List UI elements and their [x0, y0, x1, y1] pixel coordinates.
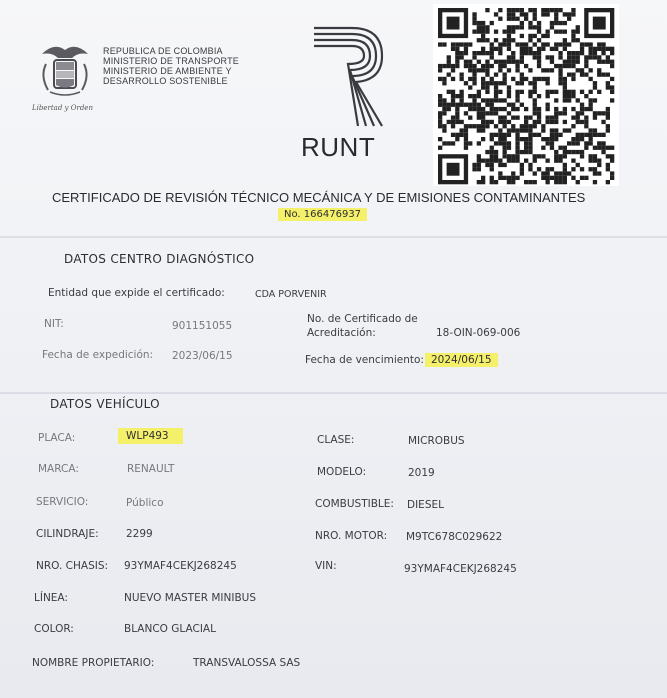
modelo-value: 2019	[408, 467, 435, 479]
vin-value: 93YMAF4CEKJ268245	[404, 563, 517, 575]
placa-label: PLACA:	[38, 432, 76, 444]
acreditacion-label: No. de Certificado de	[307, 313, 418, 325]
chasis-value: 93YMAF4CEKJ268245	[124, 560, 237, 572]
section-heading-centro: DATOS CENTRO DIAGNÓSTICO	[64, 252, 255, 266]
gov-line: MINISTERIO DE AMBIENTE Y	[103, 66, 232, 76]
combustible-value: DIESEL	[407, 499, 444, 511]
nit-value: 901151055	[172, 320, 233, 332]
gov-line: REPUBLICA DE COLOMBIA	[103, 46, 223, 56]
acreditacion-label: Acreditación:	[307, 327, 376, 339]
certificate-title: CERTIFICADO DE REVISIÓN TÉCNICO MECÁNICA Y DE EMISIONES CONTAMINANTES	[52, 190, 586, 205]
motor-value: M9TC678C029622	[406, 531, 503, 543]
clase-label: CLASE:	[317, 434, 355, 446]
expedicion-value: 2023/06/15	[172, 350, 233, 362]
propietario-value: TRANSVALOSSA SAS	[193, 657, 301, 669]
acreditacion-value: 18-OIN-069-006	[436, 327, 521, 339]
marca-label: MARCA:	[38, 463, 79, 475]
clase-value: MICROBUS	[408, 435, 465, 447]
expedicion-label: Fecha de expedición:	[42, 349, 154, 361]
certificate-number-highlight: No. 166476937	[278, 208, 367, 221]
qr-code	[433, 4, 619, 186]
cilindraje-label: CILINDRAJE:	[36, 528, 99, 540]
certificate-number	[278, 209, 367, 220]
propietario-label: NOMBRE PROPIETARIO:	[32, 657, 155, 669]
coat-of-arms-icon	[34, 40, 96, 106]
vencimiento-label: Fecha de vencimiento:	[305, 354, 424, 366]
linea-label: LÍNEA:	[34, 592, 68, 604]
servicio-label: SERVICIO:	[36, 496, 89, 508]
gov-line: MINISTERIO DE TRANSPORTE	[103, 56, 239, 66]
marca-value: RENAULT	[127, 463, 175, 475]
chasis-label: NRO. CHASIS:	[36, 560, 109, 572]
color-value: BLANCO GLACIAL	[124, 623, 216, 635]
runt-brand: RUNT	[301, 132, 376, 162]
nit-label: NIT:	[44, 318, 64, 330]
cilindraje-value: 2299	[126, 528, 153, 540]
paper-fold	[0, 392, 667, 394]
section-heading-vehiculo: DATOS VEHÍCULO	[50, 397, 160, 411]
runt-logo-icon	[300, 22, 390, 132]
placa-highlight: WLP493	[118, 428, 183, 444]
vencimiento-value	[425, 354, 498, 366]
linea-value: NUEVO MASTER MINIBUS	[124, 592, 257, 604]
placa-value	[118, 430, 183, 442]
servicio-value: Público	[126, 497, 164, 509]
entidad-value: CDA PORVENIR	[255, 289, 327, 300]
vin-label: VIN:	[315, 560, 337, 572]
entidad-label: Entidad que expide el certificado:	[48, 287, 225, 299]
color-label: COLOR:	[34, 623, 74, 635]
modelo-label: MODELO:	[317, 466, 367, 478]
combustible-label: COMBUSTIBLE:	[315, 498, 394, 510]
motto-text: Libertad y Orden	[32, 104, 93, 112]
vencimiento-highlight: 2024/06/15	[425, 353, 498, 367]
paper-fold	[0, 236, 667, 238]
motor-label: NRO. MOTOR:	[315, 530, 388, 542]
gov-line: DESARROLLO SOSTENIBLE	[103, 76, 228, 86]
